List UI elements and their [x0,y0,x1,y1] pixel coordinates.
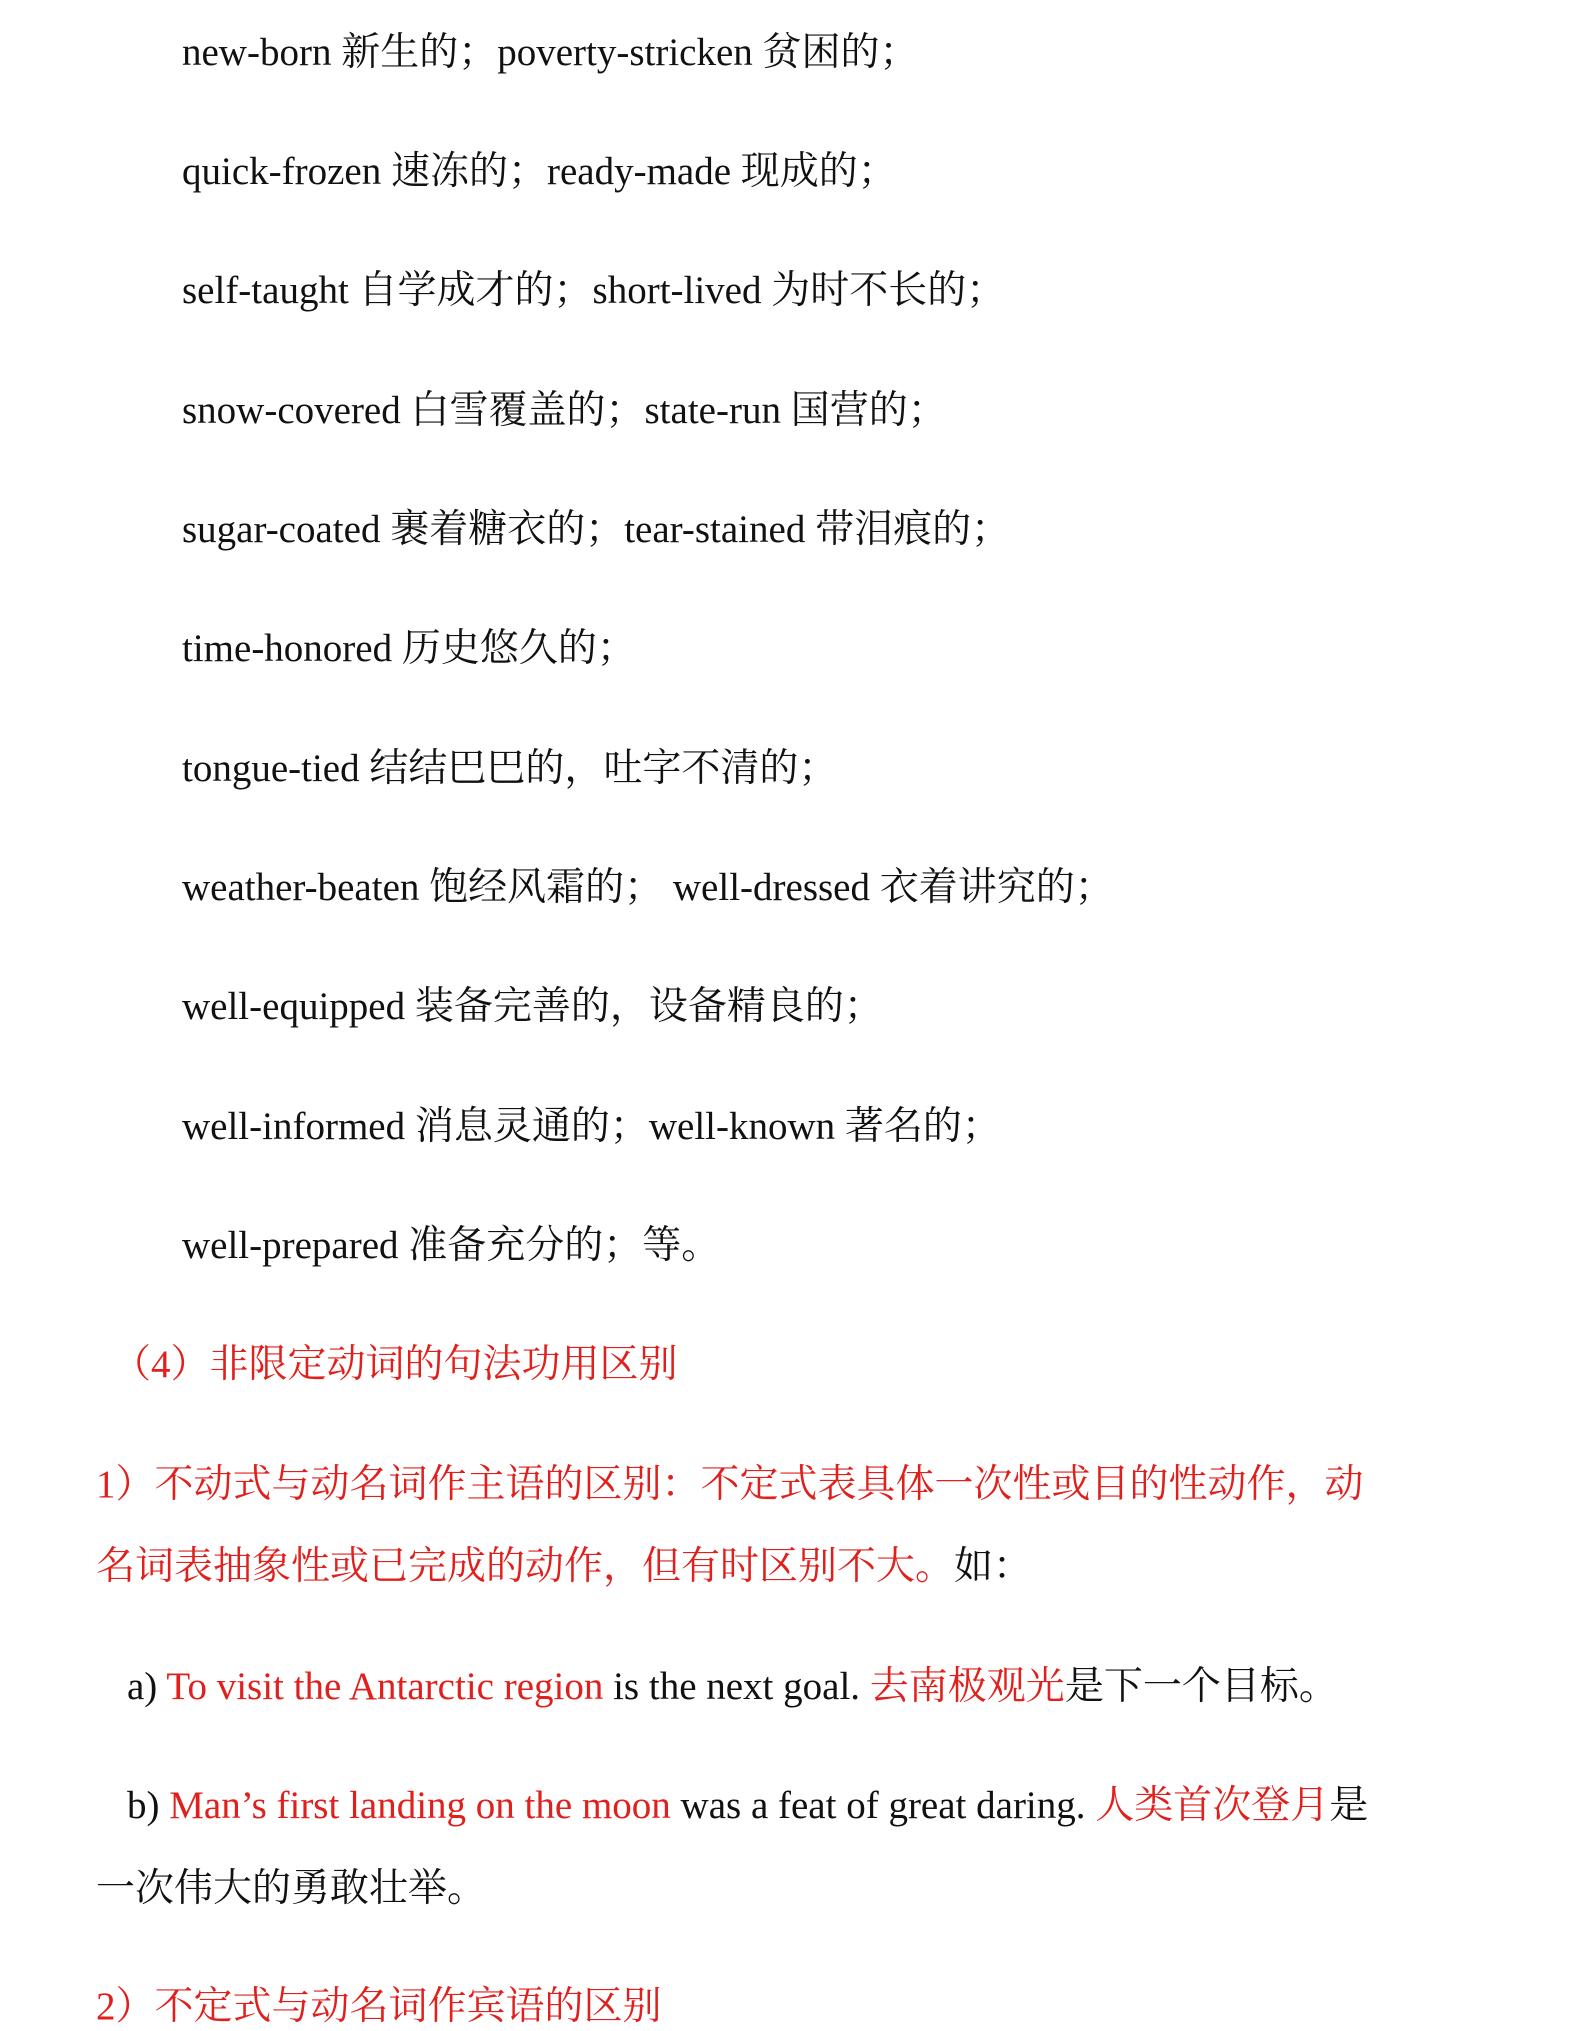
example-b-line2: 一次伟大的勇敢壮举。 [96,1867,487,1910]
point2-heading: 2）不定式与动名词作宾语的区别 [96,1985,662,2028]
vocab-line: sugar-coated 裹着糖衣的；tear-stained 带泪痕的； [182,508,1011,551]
vocab-line: well-informed 消息灵通的；well-known 著名的； [182,1105,1001,1148]
vocab-line: new-born 新生的；poverty-stricken 贫困的； [182,31,919,74]
example-a-red-en: To visit the Antarctic region [166,1665,604,1708]
section-heading: （4）非限定动词的句法功用区别 [112,1343,678,1386]
example-b-black-zh: 是 [1329,1784,1369,1827]
example-a-prefix: a) [127,1665,167,1708]
example-a-black-en: is the next goal. [603,1665,870,1708]
vocab-line: well-prepared 准备充分的；等。 [182,1224,721,1267]
point1-line2 [96,1544,1032,1591]
vocab-line: tongue-tied 结结巴巴的，吐字不清的； [182,747,838,790]
example-b-prefix: b) [127,1784,170,1827]
example-a [127,1664,1338,1711]
example-b-black-en: was a feat of great daring. [670,1784,1096,1827]
vocab-line: snow-covered 白雪覆盖的；state-run 国营的； [182,389,947,432]
vocab-line: time-honored 历史悠久的； [182,627,636,670]
point1-line2-black: 如： [954,1545,1033,1588]
example-b [127,1783,1368,1830]
vocab-line: quick-frozen 速冻的；ready-made 现成的； [182,150,897,193]
example-b-red-zh: 人类首次登月 [1095,1784,1330,1827]
vocab-line: well-equipped 装备完善的，设备精良的； [182,985,883,1028]
example-a-black-zh: 是下一个目标。 [1064,1665,1338,1708]
example-b-red-en: Man’s first landing on the moon [169,1784,671,1827]
example-a-red-zh: 去南极观光 [869,1665,1065,1708]
vocab-line: self-taught 自学成才的；short-lived 为时不长的； [182,269,1006,312]
vocab-line: weather-beaten 饱经风霜的； well-dressed 衣着讲究的； [182,866,1114,909]
point1-line1: 1）不动式与动名词作主语的区别：不定式表具体一次性或目的性动作，动 [96,1463,1364,1506]
point1-line2-red: 名词表抽象性或已完成的动作，但有时区别不大。 [96,1545,955,1588]
